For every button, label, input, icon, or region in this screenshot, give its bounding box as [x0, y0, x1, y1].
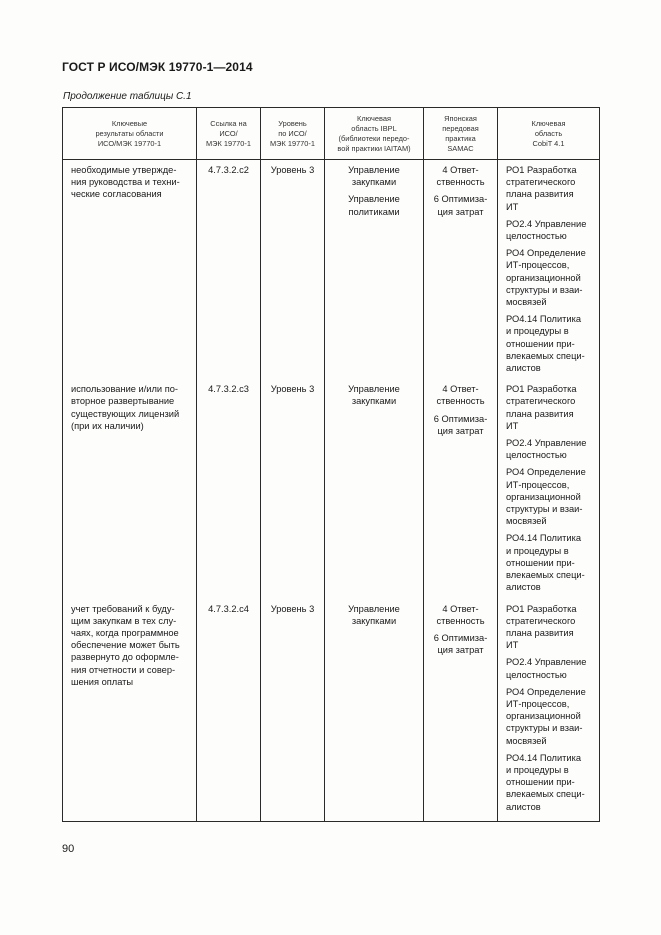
cobit-line: РО1 Разработка	[506, 384, 577, 395]
reference-value: 4.7.3.2.с2	[208, 165, 249, 175]
samac-line: 4 Ответ-	[442, 165, 479, 175]
cobit-line: стратегического	[506, 396, 576, 407]
cobit-line: стратегического	[506, 177, 576, 188]
cobit-entry	[506, 656, 597, 680]
cobit-entry	[506, 532, 597, 593]
cobit-line: организационной	[506, 272, 581, 283]
samac-entry	[424, 603, 497, 627]
cobit-line: организационной	[506, 491, 581, 502]
cobit-line: влекаемых специ-	[506, 789, 585, 800]
samac-entry	[424, 383, 497, 407]
cobit-line: РО4.14 Политика	[506, 752, 582, 763]
cobit-entry	[506, 603, 597, 652]
samac-line: ственность	[436, 396, 485, 407]
cobit-line: РО4 Определение	[506, 686, 586, 697]
result-line: ческие согласования	[71, 189, 162, 200]
cobit-line: отношении при-	[506, 557, 575, 568]
reference-cell	[197, 379, 261, 598]
result-line: учет требований к буду-	[71, 603, 175, 614]
cobit-line: целостностью	[506, 669, 567, 680]
result-line: существующих лицензий	[71, 408, 180, 419]
cobit-line: и процедуры в	[506, 545, 569, 556]
table-row	[63, 160, 600, 380]
result-line: чаях, когда программное	[71, 627, 179, 638]
cobit-line: РО4.14 Политика	[506, 314, 582, 325]
cobit-line: РО4 Определение	[506, 248, 586, 259]
cobit-line: плана развития	[506, 189, 574, 200]
ibpl-line: Управление	[348, 384, 400, 395]
cobit-entry	[506, 466, 597, 527]
cobit-line: и процедуры в	[506, 764, 569, 775]
column-header-results: Ключевые результаты области ИСО/МЭК 19770-1	[63, 108, 197, 160]
cobit-line: отношении при-	[506, 338, 575, 349]
column-header-level: Уровень по ИСО/ МЭК 19770-1	[261, 108, 325, 160]
cobit-line: РО1 Разработка	[506, 165, 577, 175]
samac-line: 4 Ответ-	[442, 384, 479, 395]
cobit-line: ИТ	[506, 640, 519, 651]
result-cell	[63, 379, 197, 598]
cobit-cell	[498, 160, 600, 380]
column-header-reference: Ссылка на ИСО/ МЭК 19770-1	[197, 108, 261, 160]
samac-line: ция затрат	[437, 206, 484, 217]
samac-line: 6 Оптимиза-	[433, 194, 488, 205]
reference-value: 4.7.3.2.с3	[208, 384, 249, 395]
cobit-line: алистов	[506, 801, 541, 812]
cobit-entry	[506, 383, 597, 432]
result-line: (при их наличии)	[71, 420, 144, 431]
samac-line: ственность	[436, 177, 485, 188]
ibpl-line: Управление	[348, 603, 400, 614]
cobit-line: РО2.4 Управление	[506, 657, 587, 668]
cobit-line: влекаемых специ-	[506, 570, 585, 581]
ibpl-line: Управление	[348, 165, 400, 175]
cobit-line: влекаемых специ-	[506, 350, 585, 361]
samac-line: ственность	[436, 615, 485, 626]
cobit-line: структуры и взаи-	[506, 284, 583, 295]
cobit-line: ИТ-процессов,	[506, 479, 570, 490]
cobit-line: ИТ-процессов,	[506, 260, 570, 271]
table-row	[63, 599, 600, 822]
samac-cell	[424, 160, 498, 380]
samac-cell	[424, 599, 498, 822]
ibpl-line: политиками	[348, 206, 400, 217]
cobit-line: мосвязей	[506, 735, 547, 746]
ibpl-cell	[325, 160, 424, 380]
cobit-line: РО1 Разработка	[506, 603, 577, 614]
result-line: шения оплаты	[71, 676, 134, 687]
result-line: обеспечение может быть	[71, 640, 180, 651]
ibpl-line: закупками	[351, 396, 397, 407]
cobit-line: организационной	[506, 711, 581, 722]
ibpl-line: Управление	[348, 194, 400, 205]
cobit-entry	[506, 686, 597, 747]
result-line: ния руководства и техни-	[71, 177, 180, 188]
table-row	[63, 379, 600, 598]
samac-line: 4 Ответ-	[442, 603, 479, 614]
cobit-line: РО4.14 Политика	[506, 533, 582, 544]
ibpl-entry	[325, 603, 423, 627]
cobit-line: мосвязей	[506, 516, 547, 527]
column-header-cobit: Ключевая область CobiT 4.1	[498, 108, 600, 160]
result-cell	[63, 160, 197, 380]
result-line: использование и/или по-	[71, 384, 178, 395]
cobit-line: плана развития	[506, 408, 574, 419]
result-line: вторное развертывание	[71, 396, 175, 407]
table-header-row	[63, 108, 600, 160]
level-value: Уровень 3	[270, 384, 315, 395]
cobit-line: ИТ	[506, 420, 519, 431]
ibpl-entry	[325, 383, 423, 407]
cobit-line: отношении при-	[506, 777, 575, 788]
cobit-line: целостностью	[506, 450, 567, 461]
cobit-line: РО2.4 Управление	[506, 438, 587, 449]
samac-entry	[424, 413, 497, 437]
level-cell	[261, 379, 325, 598]
samac-line: ция затрат	[437, 645, 484, 656]
cobit-line: ИТ	[506, 201, 519, 212]
cobit-entry	[506, 437, 597, 461]
ibpl-entry	[325, 193, 423, 217]
reference-cell	[197, 599, 261, 822]
cobit-entry	[506, 313, 597, 374]
cobit-entry	[506, 247, 597, 308]
ibpl-line: закупками	[351, 615, 397, 626]
column-header-ibpl: Ключевая область IBPL (библиотеки передо- вой практики IAITAM)	[325, 108, 424, 160]
standards-mapping-table	[62, 107, 600, 822]
document-header: ГОСТ Р ИСО/МЭК 19770-1—2014	[62, 60, 253, 74]
ibpl-cell	[325, 599, 424, 822]
samac-line: 6 Оптимиза-	[433, 632, 488, 643]
table-caption: Продолжение таблицы С.1	[63, 91, 192, 102]
cobit-line: целостностью	[506, 231, 567, 242]
ibpl-line: закупками	[351, 177, 397, 188]
cobit-entry	[506, 164, 597, 213]
result-cell	[63, 599, 197, 822]
samac-entry	[424, 632, 497, 656]
level-value: Уровень 3	[270, 603, 315, 614]
cobit-line: РО2.4 Управление	[506, 218, 587, 229]
cobit-line: структуры и взаи-	[506, 504, 583, 515]
level-cell	[261, 160, 325, 380]
cobit-cell	[498, 599, 600, 822]
result-line: развернуто до оформле-	[71, 652, 179, 663]
samac-cell	[424, 379, 498, 598]
result-line: щим закупкам в тех слу-	[71, 615, 177, 626]
cobit-entry	[506, 218, 597, 242]
level-value: Уровень 3	[270, 165, 315, 175]
samac-line: 6 Оптимиза-	[433, 413, 488, 424]
cobit-line: плана развития	[506, 627, 574, 638]
result-line: необходимые утвержде-	[71, 165, 177, 175]
samac-line: ция затрат	[437, 425, 484, 436]
page-number: 90	[62, 843, 75, 855]
cobit-line: алистов	[506, 363, 541, 374]
cobit-line: структуры и взаи-	[506, 723, 583, 734]
cobit-line: и процедуры в	[506, 326, 569, 337]
cobit-line: мосвязей	[506, 297, 547, 308]
result-line: ния отчетности и совер-	[71, 664, 176, 675]
cobit-line: ИТ-процессов,	[506, 698, 570, 709]
reference-cell	[197, 160, 261, 380]
samac-entry	[424, 193, 497, 217]
reference-value: 4.7.3.2.с4	[208, 603, 249, 614]
cobit-line: алистов	[506, 582, 541, 593]
level-cell	[261, 599, 325, 822]
cobit-entry	[506, 752, 597, 813]
cobit-line: РО4 Определение	[506, 467, 586, 478]
ibpl-entry	[325, 164, 423, 188]
cobit-cell	[498, 379, 600, 598]
column-header-samac: Японская передовая практика SAMAC	[424, 108, 498, 160]
cobit-line: стратегического	[506, 615, 576, 626]
ibpl-cell	[325, 379, 424, 598]
samac-entry	[424, 164, 497, 188]
